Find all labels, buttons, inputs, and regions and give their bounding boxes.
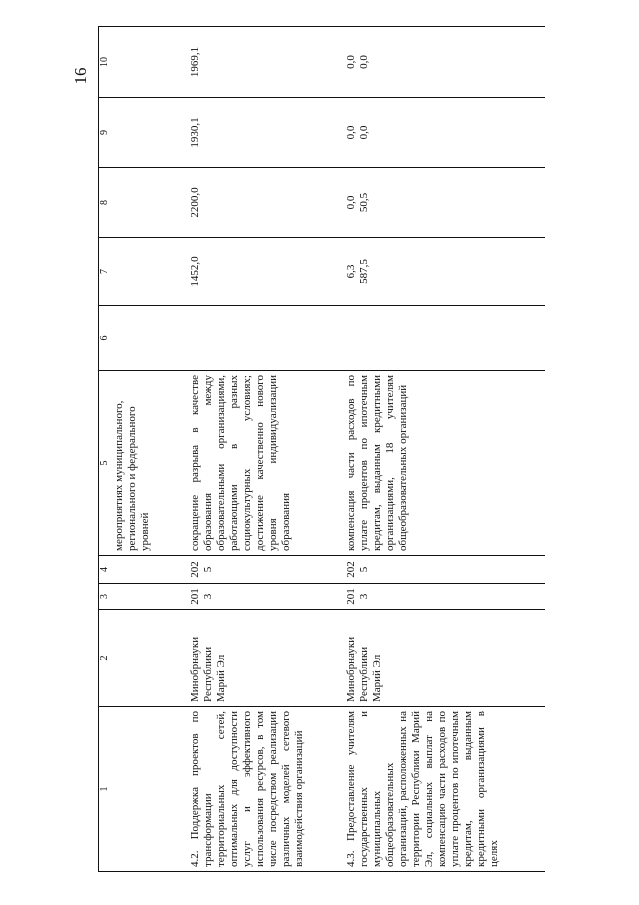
value-line: 6,3 — [345, 264, 357, 279]
executor-cell: Минобрнауки Республики Марий Эл — [179, 610, 335, 707]
value-line: 1930,1 — [189, 117, 201, 148]
executor-cell: Минобрнауки Республики Марий Эл — [335, 610, 545, 707]
column-header-2: 2 — [99, 610, 112, 707]
value-cell-col8 — [179, 168, 335, 238]
value-line: 0,0 — [345, 125, 357, 140]
value-line: 1452,0 — [189, 256, 201, 287]
column-header-10: 10 — [99, 27, 112, 98]
column-6-cell — [335, 306, 545, 371]
cell — [111, 98, 179, 168]
column-header-9: 9 — [99, 98, 112, 168]
end-year-cell: 2025 — [179, 556, 335, 584]
cell — [111, 556, 179, 584]
value-line: 50,5 — [358, 192, 370, 213]
cell — [111, 306, 179, 371]
value-line: 0,0 — [358, 125, 370, 140]
start-year-cell: 2013 — [179, 584, 335, 610]
column-6-cell — [179, 306, 335, 371]
value-line: 0,0 — [345, 55, 357, 69]
value-line: 0,0 — [358, 55, 370, 69]
end-year-cell: 2025 — [335, 556, 545, 584]
column-header-7: 7 — [99, 238, 112, 306]
page-number: 16 — [71, 67, 90, 85]
table-row — [179, 27, 335, 872]
column-number-header-row — [99, 27, 112, 872]
cell — [111, 610, 179, 707]
cell — [111, 168, 179, 238]
cell — [111, 27, 179, 98]
cell — [111, 238, 179, 306]
program-table — [98, 26, 545, 872]
value-cell-col8 — [335, 168, 545, 238]
column-header-8: 8 — [99, 168, 112, 238]
value-cell-col7 — [179, 238, 335, 306]
column-header-1: 1 — [99, 707, 112, 872]
expected-result-cell: компенсация части расходов по уплате процентов по ипотечным кредитам, выданным кредитными организациями, 18 учителям общеобразовательных организаций — [335, 371, 545, 556]
value-cell-col7 — [335, 238, 545, 306]
start-year-cell: 2013 — [335, 584, 545, 610]
value-cell-col9 — [179, 98, 335, 168]
table-row — [335, 27, 545, 872]
value-cell-col10 — [335, 27, 545, 98]
table-row-continuation — [111, 27, 179, 872]
value-line: 1969,1 — [189, 46, 201, 78]
column-header-3: 3 — [99, 584, 112, 610]
measure-name-cell: 4.3. Предоставление учителям государственных и муниципальных общеобразовательных организаций, расположенных на территории Республики Марий Эл, социальных выплат на компенсацию части расходов по уплате процентов по ипотечным кредитам, выданным кредитными организациями в целях — [335, 707, 545, 872]
column-header-4: 4 — [99, 556, 112, 584]
column-header-5: 5 — [99, 371, 112, 556]
rotated-table-region — [98, 27, 568, 872]
value-cell-col10 — [179, 27, 335, 98]
continuation-result-cell: мероприятиях муниципального, регионального и федерального уровней — [111, 371, 179, 556]
value-line: 2200,0 — [189, 187, 201, 218]
value-line: 0,0 — [345, 195, 357, 210]
column-header-6: 6 — [99, 306, 112, 371]
cell — [111, 707, 179, 872]
cell — [111, 584, 179, 610]
measure-name-cell: 4.2. Поддержка проектов по трансформации территориальных сетей, оптимальных для доступности услуг и эффективного использования ресурсов, в том числе посредством реализации различных моделей сетевого взаимодействия организаций — [179, 707, 335, 872]
value-cell-col9 — [335, 98, 545, 168]
value-line: 587,5 — [358, 259, 370, 284]
expected-result-cell: сокращение разрыва в качестве образования между образовательными организациями, работающими в разных социокультурных условиях; достижение качественно нового уровня индивидуализации образования — [179, 371, 335, 556]
